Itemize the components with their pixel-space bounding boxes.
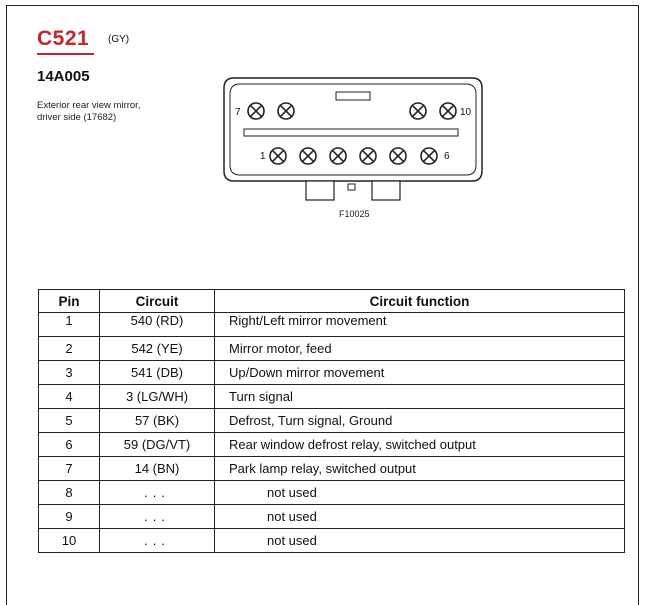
row-pin: 2 — [39, 337, 100, 361]
table-row — [39, 433, 625, 457]
row-pin: 9 — [39, 505, 100, 529]
row-pin: 8 — [39, 481, 100, 505]
connector-latch — [336, 92, 370, 100]
table-row — [39, 313, 625, 337]
table-row — [39, 409, 625, 433]
row-function: Right/Left mirror movement — [215, 313, 625, 337]
connector-color: (GY) — [108, 34, 130, 45]
connector-divider — [244, 129, 458, 136]
row-function: not used — [215, 529, 625, 553]
pin-cavity-10 — [440, 103, 456, 119]
row-circuit: ... — [100, 481, 215, 505]
row-function: not used — [215, 505, 625, 529]
row-circuit: 542 (YE) — [100, 337, 215, 361]
pin-cavity-6 — [421, 148, 437, 164]
pin-cavity-5 — [390, 148, 406, 164]
header-function: Circuit function — [215, 290, 625, 313]
table-row — [39, 481, 625, 505]
figure-reference: F10025 — [339, 209, 370, 219]
row-circuit: 541 (DB) — [100, 361, 215, 385]
row-function: Rear window defrost relay, switched output — [215, 433, 625, 457]
table-row — [39, 529, 625, 553]
connector-face-diagram — [218, 73, 488, 203]
table-row — [39, 457, 625, 481]
row-pin: 7 — [39, 457, 100, 481]
pin-label-7: 7 — [235, 107, 241, 118]
row-circuit: 59 (DG/VT) — [100, 433, 215, 457]
pin-table — [38, 289, 625, 553]
table-row — [39, 361, 625, 385]
row-pin: 10 — [39, 529, 100, 553]
pin-cavity-8 — [278, 103, 294, 119]
row-circuit: 57 (BK) — [100, 409, 215, 433]
row-pin: 5 — [39, 409, 100, 433]
row-circuit: ... — [100, 505, 215, 529]
part-number: 14A005 — [37, 68, 90, 85]
component-description: Exterior rear view mirror, driver side (17682) — [37, 100, 141, 123]
pin-cavity-2 — [300, 148, 316, 164]
connector-key — [348, 184, 355, 190]
table-row — [39, 385, 625, 409]
connector-tab-right — [372, 181, 400, 200]
table-row — [39, 505, 625, 529]
row-circuit: 3 (LG/WH) — [100, 385, 215, 409]
pin-cavity-1 — [270, 148, 286, 164]
row-pin: 6 — [39, 433, 100, 457]
row-circuit: 540 (RD) — [100, 313, 215, 337]
row-pin: 1 — [39, 313, 100, 337]
table-header-row — [39, 290, 625, 313]
row-function: Mirror motor, feed — [215, 337, 625, 361]
header-circuit: Circuit — [100, 290, 215, 313]
row-function: Defrost, Turn signal, Ground — [215, 409, 625, 433]
connector-code-underline — [37, 53, 94, 55]
pin-cavity-9 — [410, 103, 426, 119]
pin-cavity-3 — [330, 148, 346, 164]
row-function: Up/Down mirror movement — [215, 361, 625, 385]
row-circuit: ... — [100, 529, 215, 553]
connector-code: C521 — [37, 27, 90, 50]
row-pin: 3 — [39, 361, 100, 385]
pin-label-10: 10 — [460, 107, 472, 118]
row-function: Park lamp relay, switched output — [215, 457, 625, 481]
pin-label-6: 6 — [444, 151, 450, 162]
row-function: Turn signal — [215, 385, 625, 409]
row-function: not used — [215, 481, 625, 505]
row-pin: 4 — [39, 385, 100, 409]
connector-tab-left — [306, 181, 334, 200]
pin-label-1: 1 — [260, 151, 266, 162]
header-pin: Pin — [39, 290, 100, 313]
pin-cavity-4 — [360, 148, 376, 164]
row-circuit: 14 (BN) — [100, 457, 215, 481]
table-row — [39, 337, 625, 361]
pin-cavity-7 — [248, 103, 264, 119]
